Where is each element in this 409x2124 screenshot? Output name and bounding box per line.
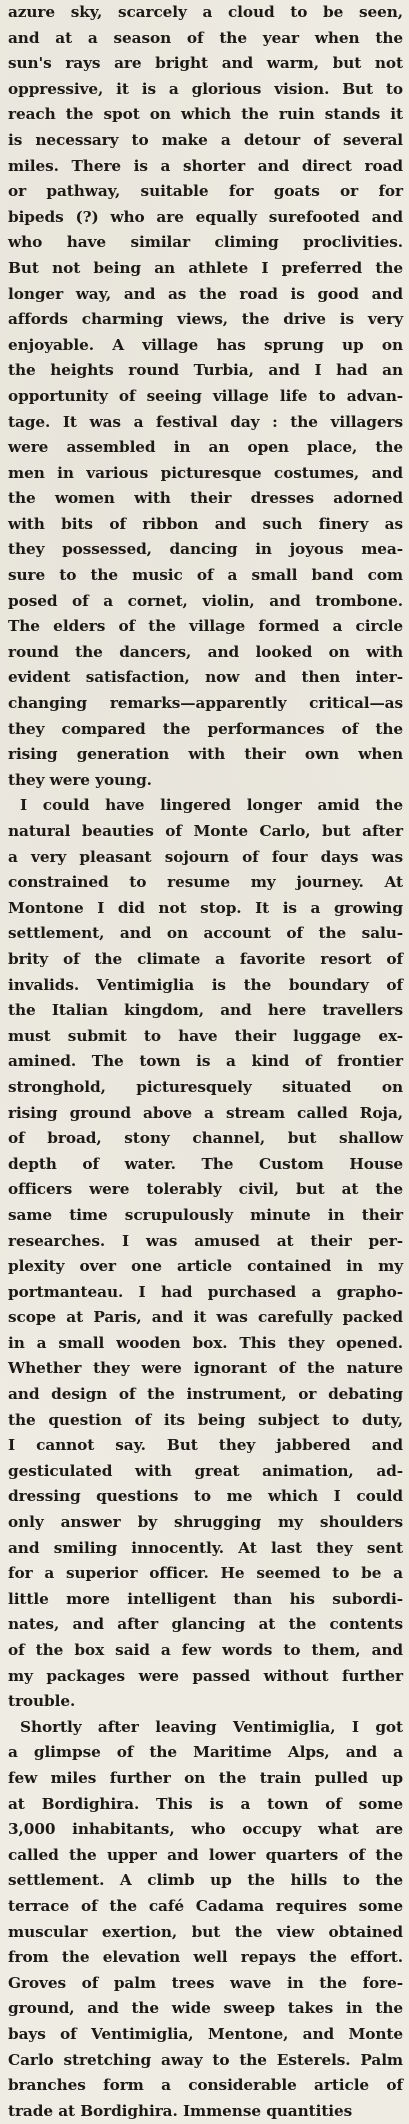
text-line: they possessed, dancing in joyous mea- bbox=[8, 540, 403, 559]
text-line: 3,000 inhabitants, who occupy what are bbox=[8, 1820, 403, 1839]
text-line: of the box said a few words to them, and bbox=[8, 1641, 403, 1659]
text-line: opportunity of seeing village life to advan- bbox=[8, 386, 403, 405]
text-line: I cannot say. But they jabbered and bbox=[8, 1436, 403, 1455]
text-line: the women with their dresses adorned bbox=[8, 489, 403, 508]
text-line: gesticulated with great animation, ad- bbox=[8, 1461, 403, 1480]
text-line: and smiling innocently. At last they sent bbox=[8, 1538, 403, 1557]
text-line: dressing questions to me which I could bbox=[8, 1487, 403, 1506]
text-line: sure to the music of a small band com bbox=[8, 566, 403, 585]
text-line: same time scrupulously minute in their bbox=[8, 1205, 403, 1224]
text-line: they compared the performances of the bbox=[8, 719, 403, 738]
text-line: the Italian kingdom, and here travellers bbox=[8, 1001, 403, 1020]
text-line: settlement, and on account of the salu- bbox=[8, 924, 403, 943]
text-line: scope at Paris, and it was carefully packed bbox=[8, 1308, 403, 1327]
text-line: with bits of ribbon and such finery as bbox=[8, 514, 403, 533]
text-line: in a small wooden box. This they opened. bbox=[8, 1333, 403, 1352]
text-line: oppressive, it is a glorious vision. But to bbox=[8, 79, 403, 98]
text-line: researches. I was amused at their per- bbox=[8, 1231, 403, 1250]
text-line: Whether they were ignorant of the nature bbox=[8, 1359, 403, 1378]
paragraph bbox=[8, 793, 403, 1714]
text-line: the heights round Turbia, and I had an bbox=[8, 361, 403, 380]
text-line: enjoyable. A village has sprung up on bbox=[8, 335, 403, 354]
text-line: and at a season of the year when the bbox=[8, 28, 403, 47]
text-line: called the upper and lower quarters of the bbox=[8, 1845, 403, 1864]
text-line: few miles further on the train pulled up bbox=[8, 1768, 403, 1787]
text-line: changing remarks—apparently critical—as bbox=[8, 694, 403, 713]
text-line: were assembled in an open place, the bbox=[8, 438, 403, 457]
text-line: ground, and the wide sweep takes in the bbox=[8, 1999, 403, 2018]
text-line: branches form a considerable article of bbox=[8, 2076, 403, 2095]
text-line: depth of water. The Custom House bbox=[8, 1154, 403, 1173]
text-line: tage. It was a festival day : the villagers bbox=[8, 412, 403, 431]
text-line: evident satisfaction, now and then inter- bbox=[8, 668, 403, 687]
text-line: amined. The town is a kind of frontier bbox=[8, 1052, 403, 1071]
article-column bbox=[8, 0, 403, 2124]
text-line: longer way, and as the road is good and bbox=[8, 284, 403, 303]
text-line: at Bordighira. This is a town of some bbox=[8, 1794, 403, 1813]
text-line: invalids. Ventimiglia is the boundary of bbox=[8, 975, 403, 994]
text-line: stronghold, picturesquely situated on bbox=[8, 1077, 403, 1096]
text-line: plexity over one article contained in my bbox=[8, 1257, 403, 1276]
text-line: brity of the climate a favorite resort of bbox=[8, 949, 403, 968]
paragraph bbox=[8, 1715, 403, 2124]
text-line: must submit to have their luggage ex- bbox=[8, 1026, 403, 1045]
text-line: and design of the instrument, or debating bbox=[8, 1385, 403, 1404]
text-line: trade at Bordighira. Immense quantities bbox=[8, 2101, 353, 2120]
text-line: terrace of the café Cadama requires some bbox=[8, 1896, 403, 1915]
text-line: bipeds (?) who are equally surefooted and bbox=[8, 207, 403, 226]
text-line: reach the spot on which the ruin stands it bbox=[8, 105, 403, 124]
text-line: from the elevation well repays the effort. bbox=[8, 1948, 403, 1967]
text-line: little more intelligent than his subordi- bbox=[8, 1589, 403, 1608]
text-line: rising ground above a stream called Roja, bbox=[8, 1103, 403, 1122]
text-line: sun's rays are bright and warm, but not bbox=[8, 54, 403, 73]
text-line: Groves of palm trees wave in the fore- bbox=[8, 1973, 403, 1992]
text-line: only answer by shrugging my shoulders bbox=[8, 1513, 403, 1532]
text-line: miles. There is a shorter and direct road bbox=[8, 156, 403, 175]
text-line: constrained to resume my journey. At bbox=[8, 873, 403, 892]
text-line: bays of Ventimiglia, Mentone, and Monte bbox=[8, 2024, 403, 2043]
text-line: affords charming views, the drive is very bbox=[8, 310, 403, 329]
text-line: portmanteau. I had purchased a grapho- bbox=[8, 1282, 403, 1301]
text-line: who have similar climing proclivities. bbox=[8, 233, 403, 252]
text-line: I could have lingered longer amid the bbox=[20, 796, 403, 815]
text-line: natural beauties of Monte Carlo, but after bbox=[8, 822, 403, 840]
text-line: is necessary to make a detour of several bbox=[8, 130, 403, 149]
text-line: Shortly after leaving Ventimiglia, I got bbox=[20, 1717, 403, 1736]
text-line: round the dancers, and looked on with bbox=[8, 642, 403, 661]
text-line: men in various picturesque costumes, and bbox=[8, 463, 403, 482]
text-line: of broad, stony channel, but shallow bbox=[8, 1129, 403, 1148]
text-line: a glimpse of the Maritime Alps, and a bbox=[8, 1743, 403, 1762]
text-line: settlement. A climb up the hills to the bbox=[8, 1871, 403, 1890]
text-line: officers were tolerably civil, but at the bbox=[8, 1180, 403, 1199]
text-line: azure sky, scarcely a cloud to be seen, bbox=[8, 3, 403, 21]
text-line: the question of its being subject to duty, bbox=[8, 1410, 403, 1429]
text-line: or pathway, suitable for goats or for bbox=[8, 182, 403, 201]
text-line: But not being an athlete I preferred the bbox=[8, 258, 403, 277]
text-line: for a superior officer. He seemed to be a bbox=[8, 1564, 403, 1583]
text-line: Montone I did not stop. It is a growing bbox=[8, 898, 403, 917]
text-line: a very pleasant sojourn of four days was bbox=[8, 847, 403, 866]
text-line: The elders of the village formed a circle bbox=[8, 617, 403, 636]
text-line: they were young. bbox=[8, 770, 152, 789]
paragraph bbox=[8, 0, 403, 793]
text-line: posed of a cornet, violin, and trombone. bbox=[8, 591, 403, 610]
text-line: rising generation with their own when bbox=[8, 745, 403, 764]
text-line: Carlo stretching away to the Esterels. Palm bbox=[8, 2050, 403, 2069]
text-line: nates, and after glancing at the contents bbox=[8, 1615, 403, 1634]
text-line: trouble. bbox=[8, 1692, 76, 1711]
text-line: my packages were passed without further bbox=[8, 1666, 403, 1685]
text-line: muscular exertion, but the view obtained bbox=[8, 1922, 403, 1941]
